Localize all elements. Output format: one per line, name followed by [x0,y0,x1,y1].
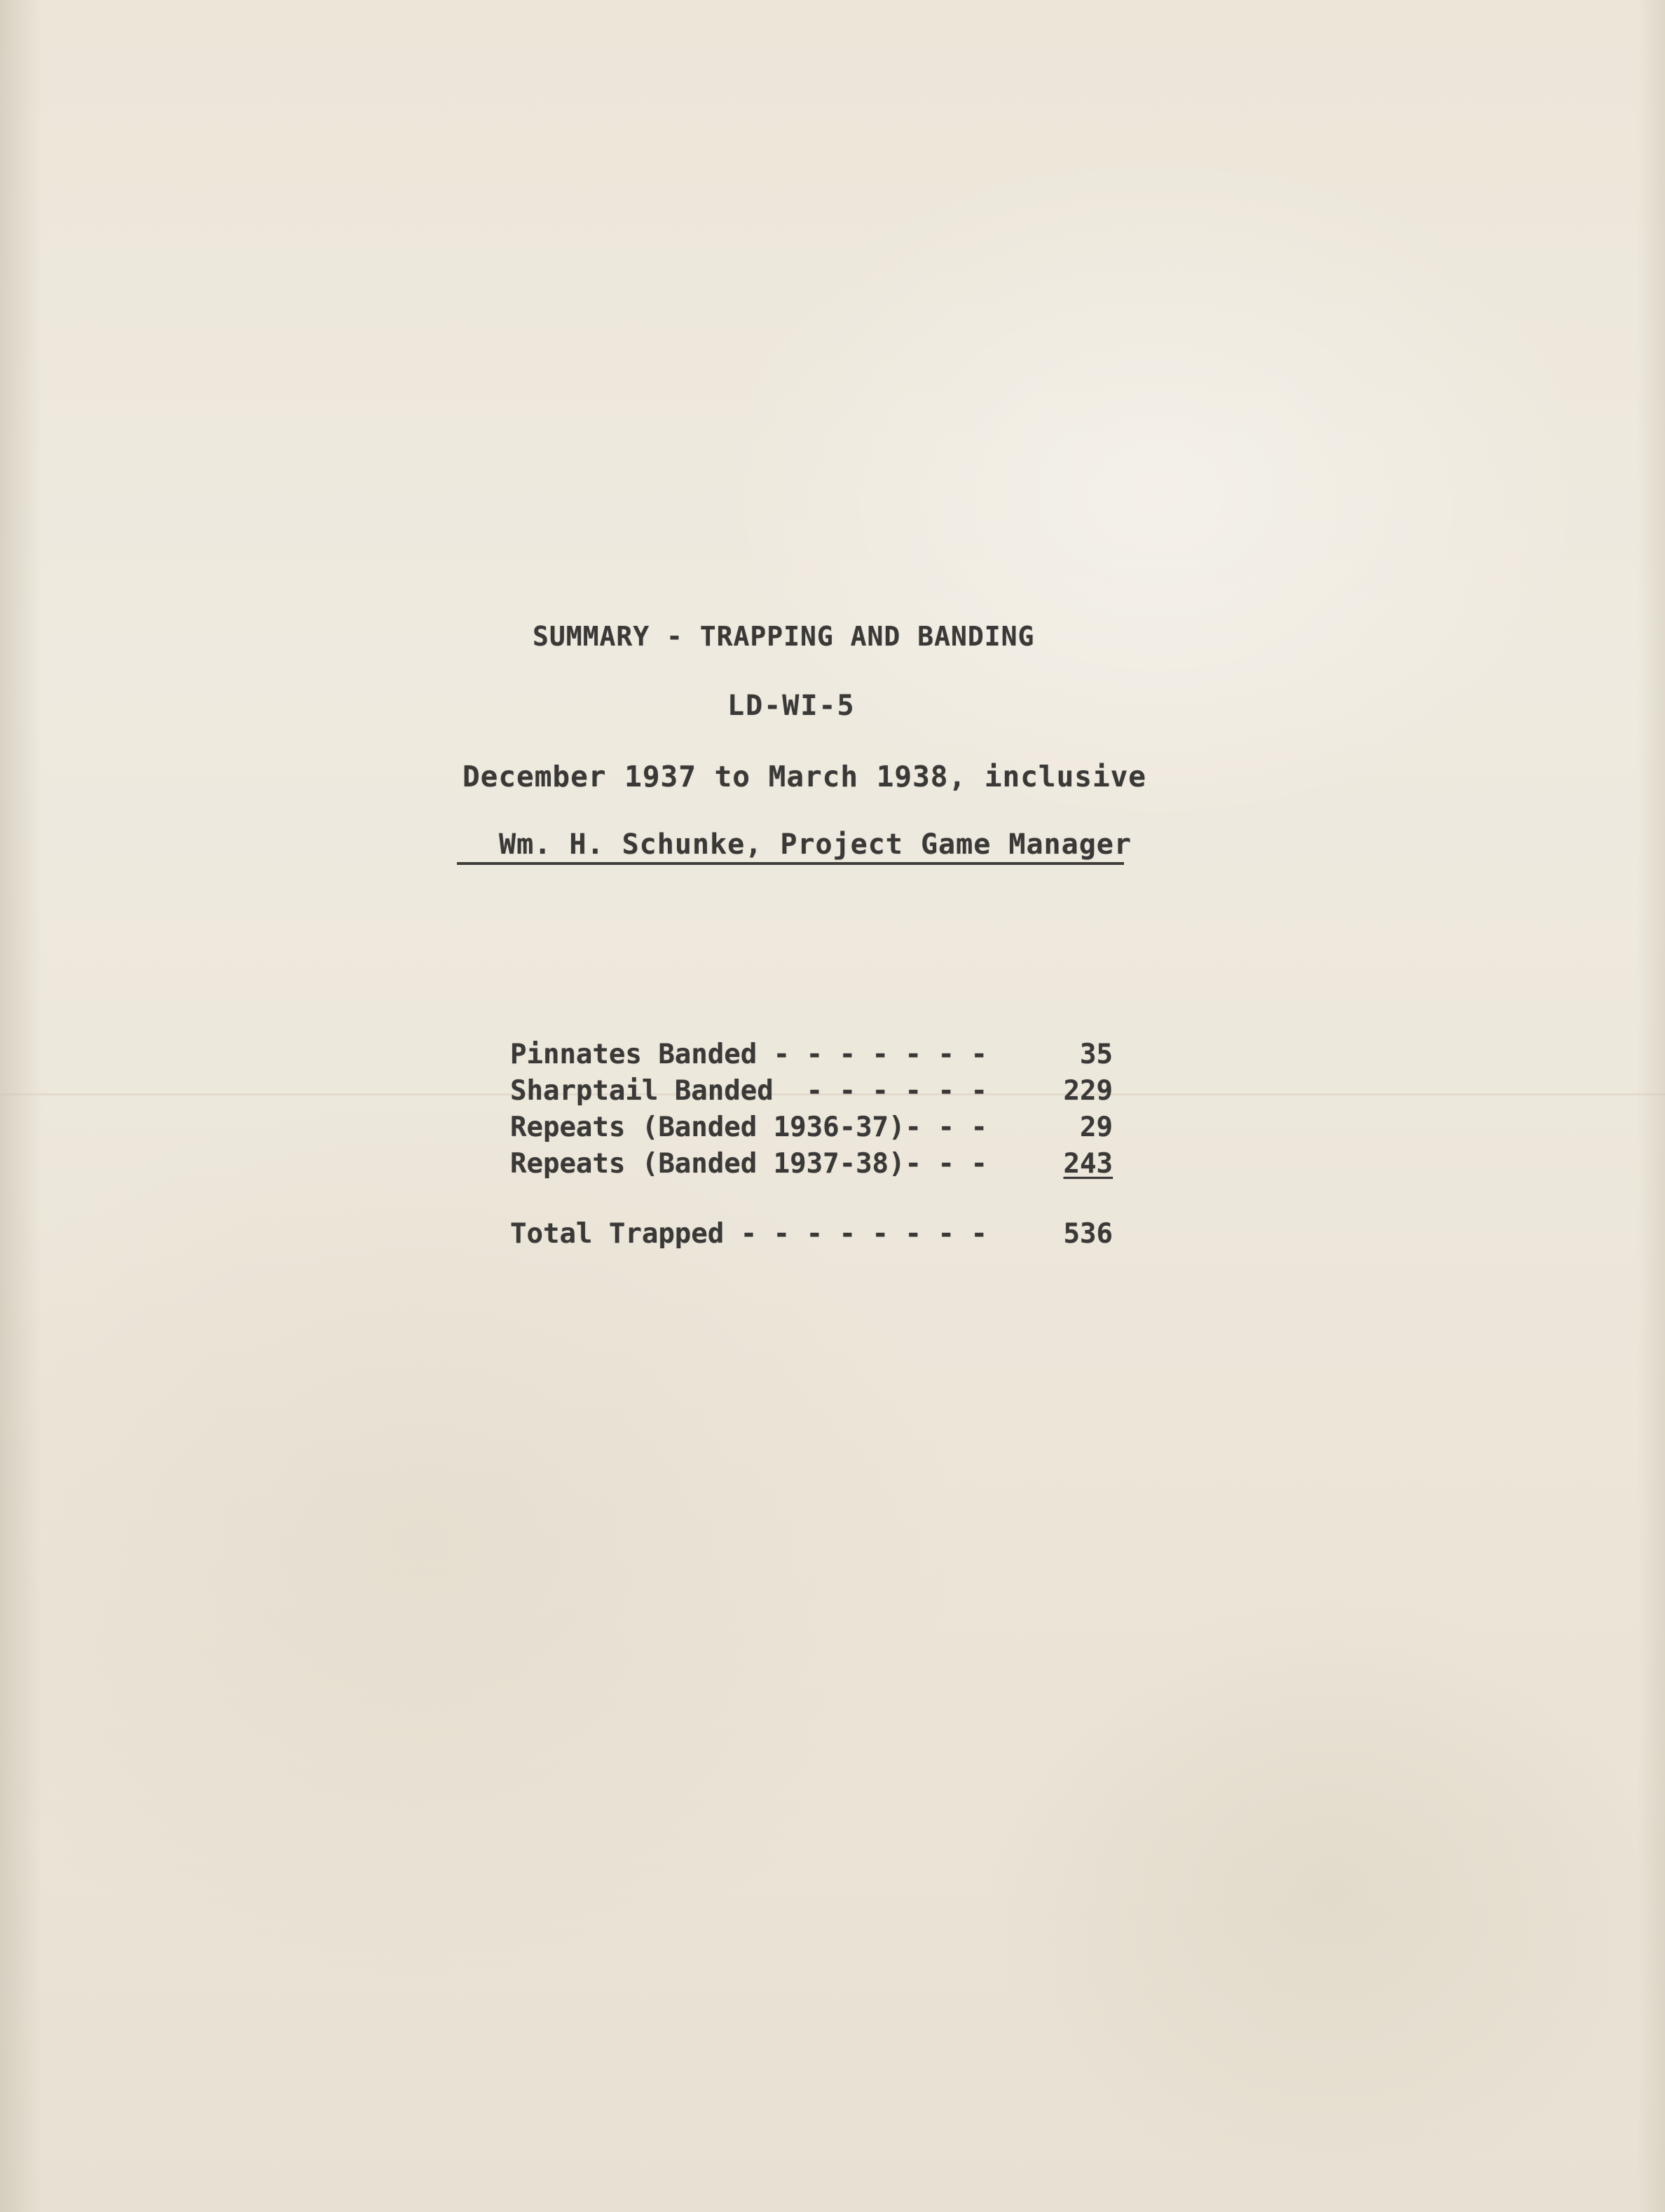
paper-right-edge-shading [1637,0,1665,2212]
tally-table [510,1039,1113,1255]
author-line: Wm. H. Schunke, Project Game Manager [457,828,1124,865]
tally-row [510,1148,1113,1184]
tally-row [510,1075,1113,1112]
tally-total-row [510,1218,1113,1255]
tally-total-value: 536 [1063,1218,1113,1250]
paper-left-edge-shading [0,0,42,2212]
tally-row-value: 29 [1080,1112,1113,1143]
tally-row-label: Repeats (Banded 1937-38)- - - [510,1148,987,1180]
tally-row-value: 35 [1080,1039,1113,1070]
tally-row-value: 243 [1063,1148,1113,1180]
project-code: LD-WI-5 [727,690,856,722]
tally-spacer [510,1184,1113,1218]
tally-row [510,1112,1113,1148]
reporting-period: December 1937 to March 1938, inclusive [463,760,1146,793]
document-title: SUMMARY - TRAPPING AND BANDING [533,621,1035,652]
tally-row-label: Pinnates Banded - - - - - - - [510,1039,987,1070]
tally-row-label: Repeats (Banded 1936-37)- - - [510,1112,987,1143]
tally-total-label: Total Trapped - - - - - - - - [510,1218,987,1250]
tally-row-label: Sharptail Banded - - - - - - [510,1075,987,1107]
tally-row [510,1039,1113,1075]
tally-row-value: 229 [1063,1075,1113,1107]
